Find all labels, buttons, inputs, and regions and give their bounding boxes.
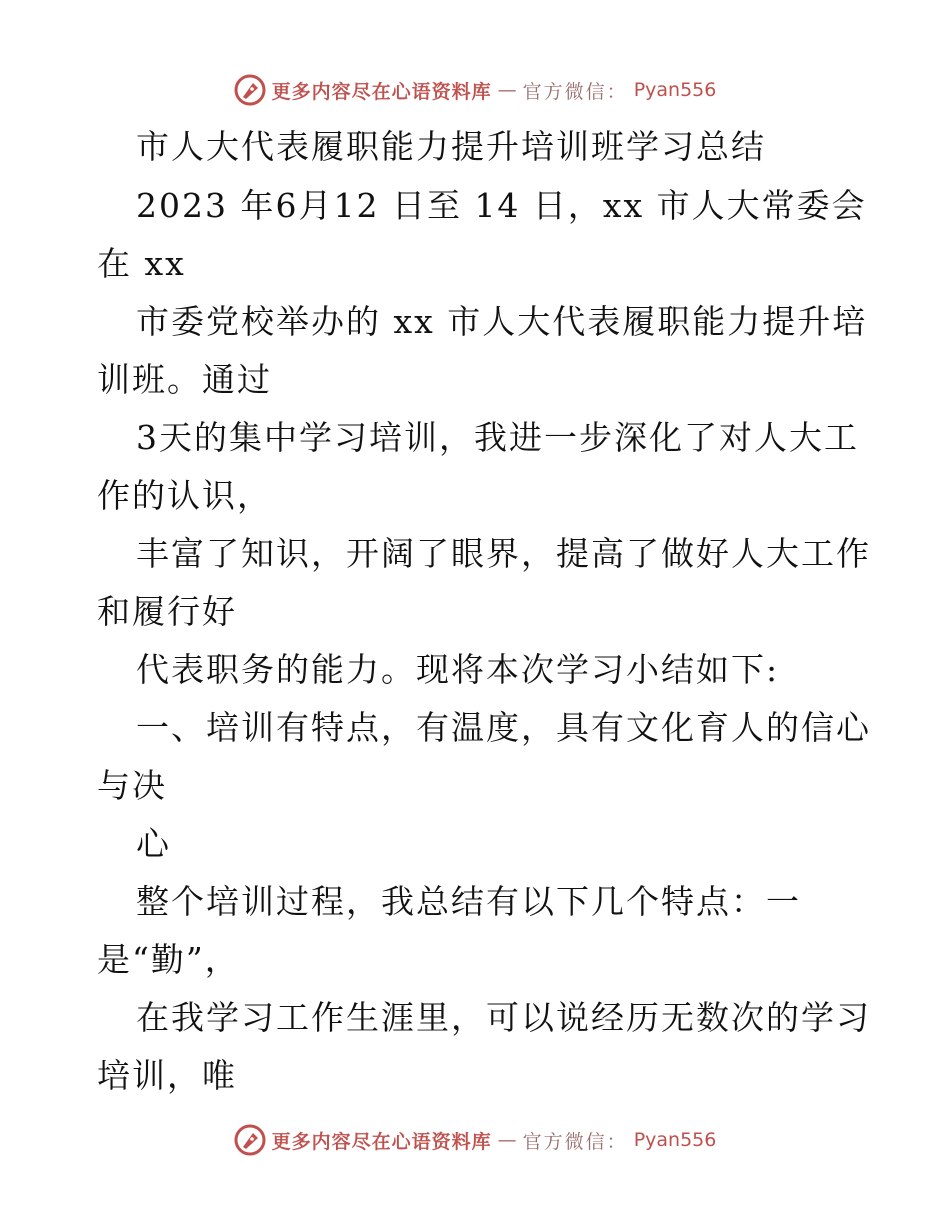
watermark-official-label: 官方微信： bbox=[522, 80, 628, 103]
paragraph-line: 和履行好 bbox=[97, 592, 237, 631]
section-heading-continued: 与决 bbox=[97, 766, 167, 805]
document-title: 市人大代表履职能力提升培训班学习总结 bbox=[136, 127, 766, 166]
paragraph-line: 丰富了知识，开阔了眼界，提高了做好人大工作 bbox=[136, 534, 871, 573]
paragraph-line: 2023 年6月12 日至 14 日，xx 市人大常委会 bbox=[136, 186, 867, 225]
watermark-main-text: 更多内容尽在心语资料库 bbox=[271, 80, 492, 103]
paragraph-line: 作的认识， bbox=[97, 476, 272, 515]
pen-nib-circle-icon bbox=[234, 74, 266, 106]
watermark-official-label: 官方微信： bbox=[522, 1130, 628, 1153]
section-heading-continued: 心 bbox=[136, 824, 171, 863]
watermark-main-text: 更多内容尽在心语资料库 bbox=[271, 1130, 492, 1153]
watermark-separator: — bbox=[497, 1129, 517, 1151]
paragraph-line: 3天的集中学习培训，我进一步深化了对人大工 bbox=[136, 418, 859, 457]
watermark-separator: — bbox=[497, 79, 517, 101]
section-heading: 一、培训有特点，有温度，具有文化育人的信心 bbox=[136, 708, 871, 747]
paragraph-line: 训班。通过 bbox=[97, 360, 272, 399]
watermark-wechat-id: Pyan556 bbox=[633, 1129, 717, 1151]
header-watermark bbox=[0, 70, 950, 110]
paragraph-line: 代表职务的能力。现将本次学习小结如下: bbox=[136, 650, 780, 689]
paragraph-line: 市委党校举办的 xx 市人大代表履职能力提升培 bbox=[136, 302, 868, 341]
pen-nib-circle-icon bbox=[234, 1124, 266, 1156]
watermark-wechat-id: Pyan556 bbox=[633, 79, 717, 101]
paragraph-line: 整个培训过程，我总结有以下几个特点：一 bbox=[136, 882, 801, 921]
footer-watermark bbox=[0, 1120, 950, 1160]
paragraph-line: 在 xx bbox=[97, 244, 186, 283]
paragraph-line: 在我学习工作生涯里，可以说经历无数次的学习 bbox=[136, 998, 871, 1037]
paragraph-line: 培训，唯 bbox=[97, 1056, 237, 1095]
paragraph-line: 是“勤”， bbox=[97, 940, 240, 979]
